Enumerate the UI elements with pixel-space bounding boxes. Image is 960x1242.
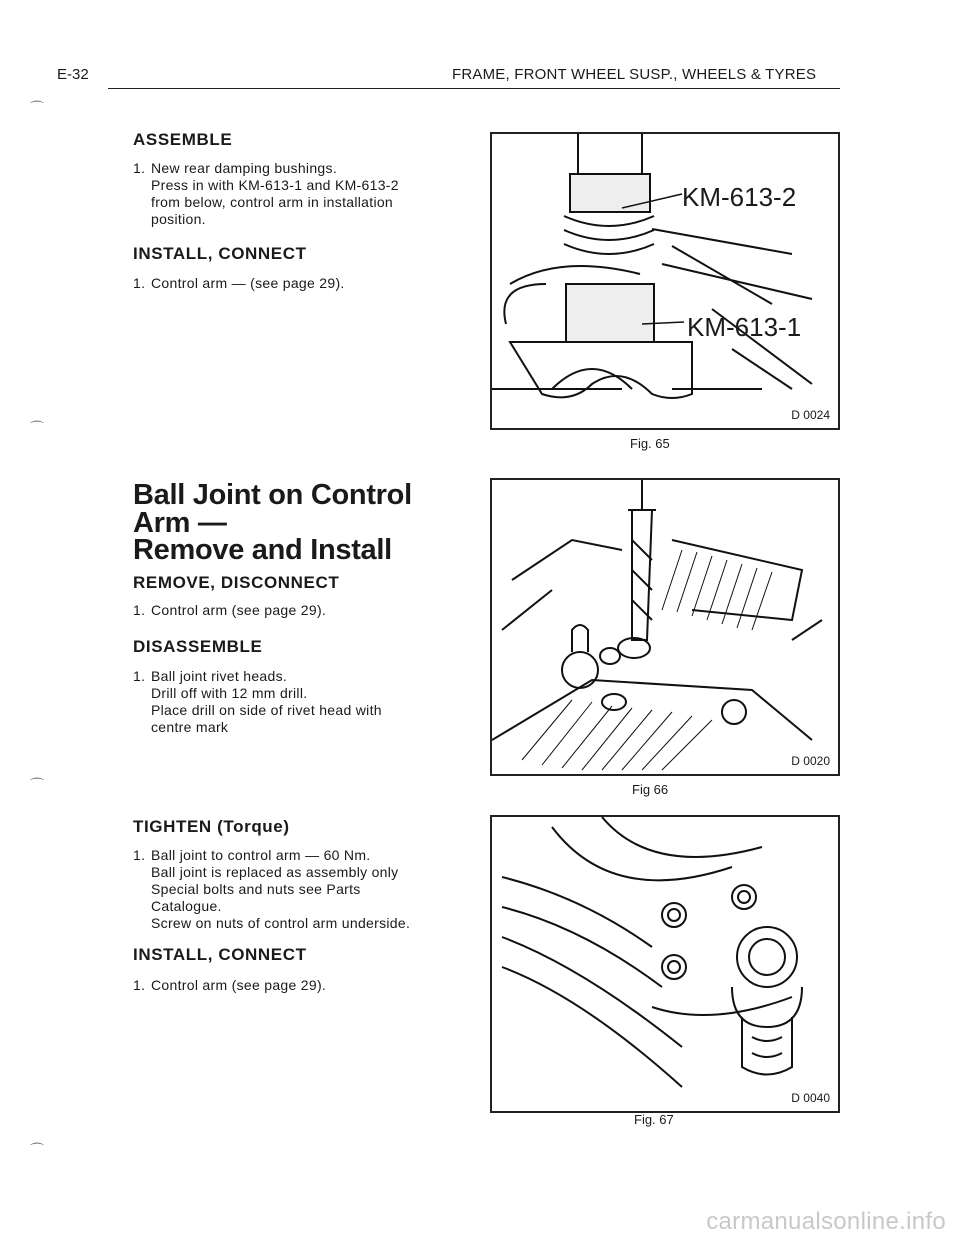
install-step-1 [133, 977, 326, 994]
figure-65 [490, 132, 840, 430]
step-line: Control arm — (see page 29). [151, 275, 345, 291]
assemble-heading: ASSEMBLE [133, 130, 233, 149]
install-heading: INSTALL, CONNECT [133, 244, 307, 263]
step-line: Ball joint rivet heads. [151, 668, 288, 684]
section-title-line: Remove and Install [133, 534, 392, 566]
install-heading: INSTALL, CONNECT [133, 945, 307, 964]
figure-code: D 0024 [791, 408, 830, 422]
tool-label-km-613-1: KM-613-1 [687, 312, 802, 342]
assemble-step-1 [133, 160, 399, 228]
step-number: 1. [133, 847, 146, 863]
step-line: Control arm (see page 29). [151, 602, 327, 618]
tool-label-km-613-2: KM-613-2 [682, 182, 797, 212]
margin-mark: ⌒ [30, 420, 44, 436]
figure-code: D 0040 [791, 1091, 830, 1105]
step-line: Place drill on side of rivet head with [151, 702, 382, 718]
figure-67 [490, 815, 840, 1113]
margin-mark: ⌒ [30, 777, 44, 793]
figure-code: D 0020 [791, 754, 830, 768]
step-line: Drill off with 12 mm drill. [151, 685, 308, 701]
ball-joint-bolts-illustration [492, 817, 838, 1111]
step-line: from below, control arm in installation [151, 194, 394, 210]
step-line: Control arm (see page 29). [151, 977, 327, 993]
step-number: 1. [133, 602, 146, 618]
figure-caption: Fig. 65 [630, 436, 670, 451]
section-title-line: Arm — [133, 507, 227, 539]
section-title-line: Ball Joint on Control [133, 479, 412, 511]
figure-66 [490, 478, 840, 776]
margin-mark: ⌒ [30, 1142, 44, 1158]
step-number: 1. [133, 668, 146, 684]
step-number: 1. [133, 160, 146, 176]
header-rule [108, 88, 840, 89]
step-line: position. [151, 211, 206, 227]
step-number: 1. [133, 275, 146, 291]
figure-caption: Fig. 67 [634, 1112, 674, 1127]
remove-heading: REMOVE, DISCONNECT [133, 573, 340, 592]
figure-caption: Fig 66 [632, 782, 669, 797]
step-line: Ball joint is replaced as assembly only [151, 864, 399, 880]
drill-illustration [492, 480, 838, 774]
watermark: carmanualsonline.info [706, 1208, 946, 1235]
tighten-heading: TIGHTEN (Torque) [133, 817, 290, 836]
page-number: E-32 [57, 66, 89, 83]
step-line: Catalogue. [151, 898, 222, 914]
step-line: centre mark [151, 719, 229, 735]
step-number: 1. [133, 977, 146, 993]
tighten-step-1 [133, 847, 410, 932]
disassemble-step-1 [133, 668, 382, 736]
install-step-1 [133, 275, 345, 292]
step-line: New rear damping bushings. [151, 160, 338, 176]
step-line: Screw on nuts of control arm underside. [151, 915, 411, 931]
press-tool-illustration [492, 134, 838, 428]
remove-step-1 [133, 602, 326, 619]
step-line: Special bolts and nuts see Parts [151, 881, 361, 897]
step-line: Ball joint to control arm — 60 Nm. [151, 847, 371, 863]
disassemble-heading: DISASSEMBLE [133, 637, 263, 656]
section-title: FRAME, FRONT WHEEL SUSP., WHEELS & TYRES [452, 66, 817, 83]
step-line: Press in with KM-613-1 and KM-613-2 [151, 177, 399, 193]
margin-mark: ⌒ [30, 100, 44, 116]
